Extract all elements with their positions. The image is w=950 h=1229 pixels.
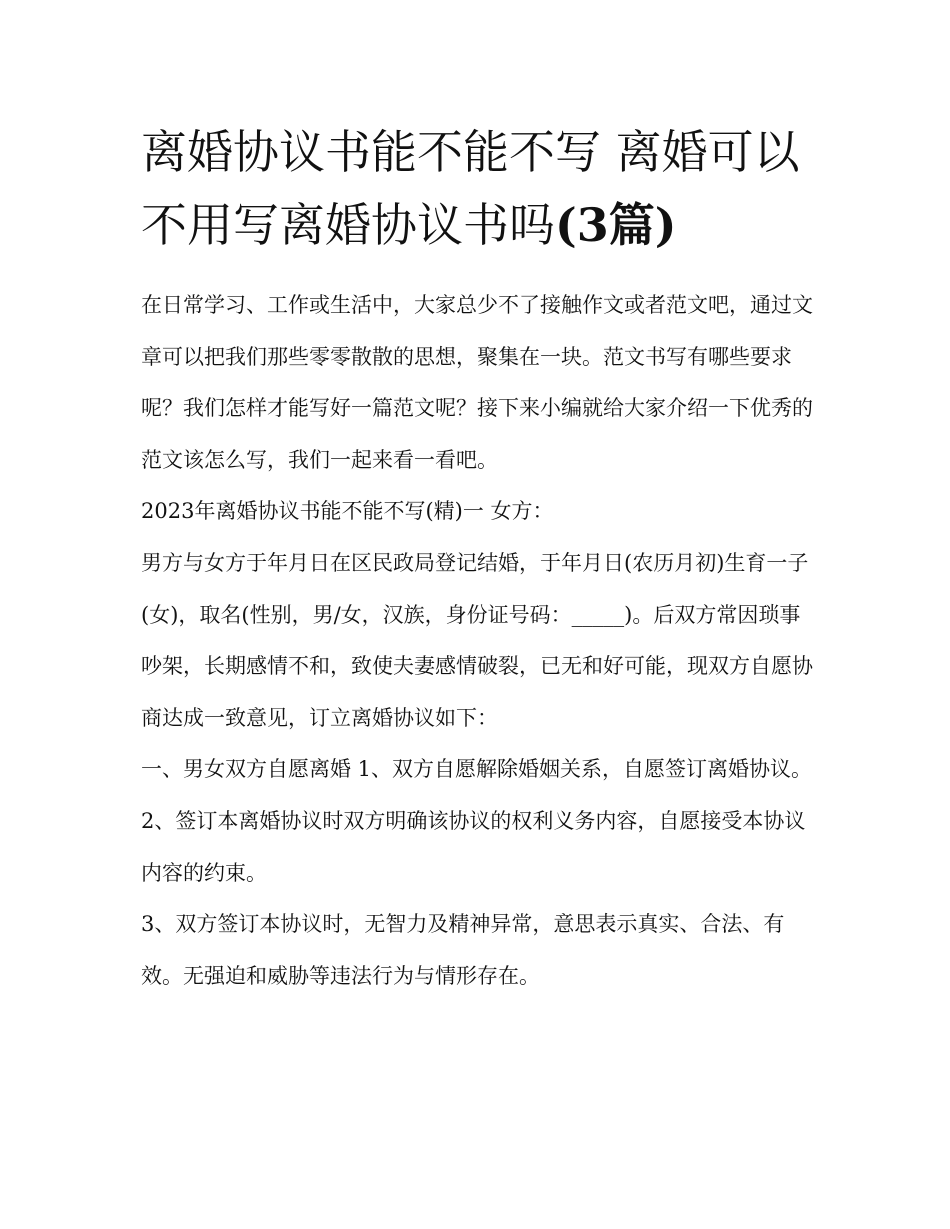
clause-one-paragraph: 一、男女双方自愿离婚 1、双方自愿解除婚姻关系，自愿签订离婚协议。 2、签订本离婚协议时双方明确该协议的权利义务内容，自愿接受本协议内容的约束。 bbox=[141, 757, 813, 885]
section-heading-paragraph: 2023年离婚协议书能不能不写(精)一 女方： bbox=[141, 499, 554, 524]
intro-paragraph: 在日常学习、工作或生活中，大家总少不了接触作文或者范文吧，通过文章可以把我们那些零零散散的思想，聚集在一块。范文书写有哪些要求呢？我们怎样才能写好一篇范文呢？接下来小编就给大家介绍一下优秀的范文该怎么写，我们一起来看一看吧。 bbox=[141, 293, 813, 472]
document-title-main: 离婚协议书能不能不写 离婚可以不用写离婚协议书吗 bbox=[141, 125, 800, 252]
clause-three-paragraph: 3、双方签订本协议时，无智力及精神异常，意思表示真实、合法、有效。无强迫和威胁等违法行为与情形存在。 bbox=[141, 912, 785, 988]
document-title bbox=[141, 116, 816, 262]
document-title-count: (3篇) bbox=[555, 198, 677, 252]
marriage-facts-paragraph: 男方与女方于年月日在区民政局登记结婚，于年月日(农历月初)生育一子(女)，取名(性别，男/女，汉族，身份证号码：_____)。后双方常因琐事吵架，长期感情不和，致使夫妻感情破裂，已无和好可能，现双方自愿协商达成一致意见，订立离婚协议如下： bbox=[141, 550, 813, 730]
document-content bbox=[141, 116, 816, 1002]
document-body bbox=[141, 280, 816, 1002]
